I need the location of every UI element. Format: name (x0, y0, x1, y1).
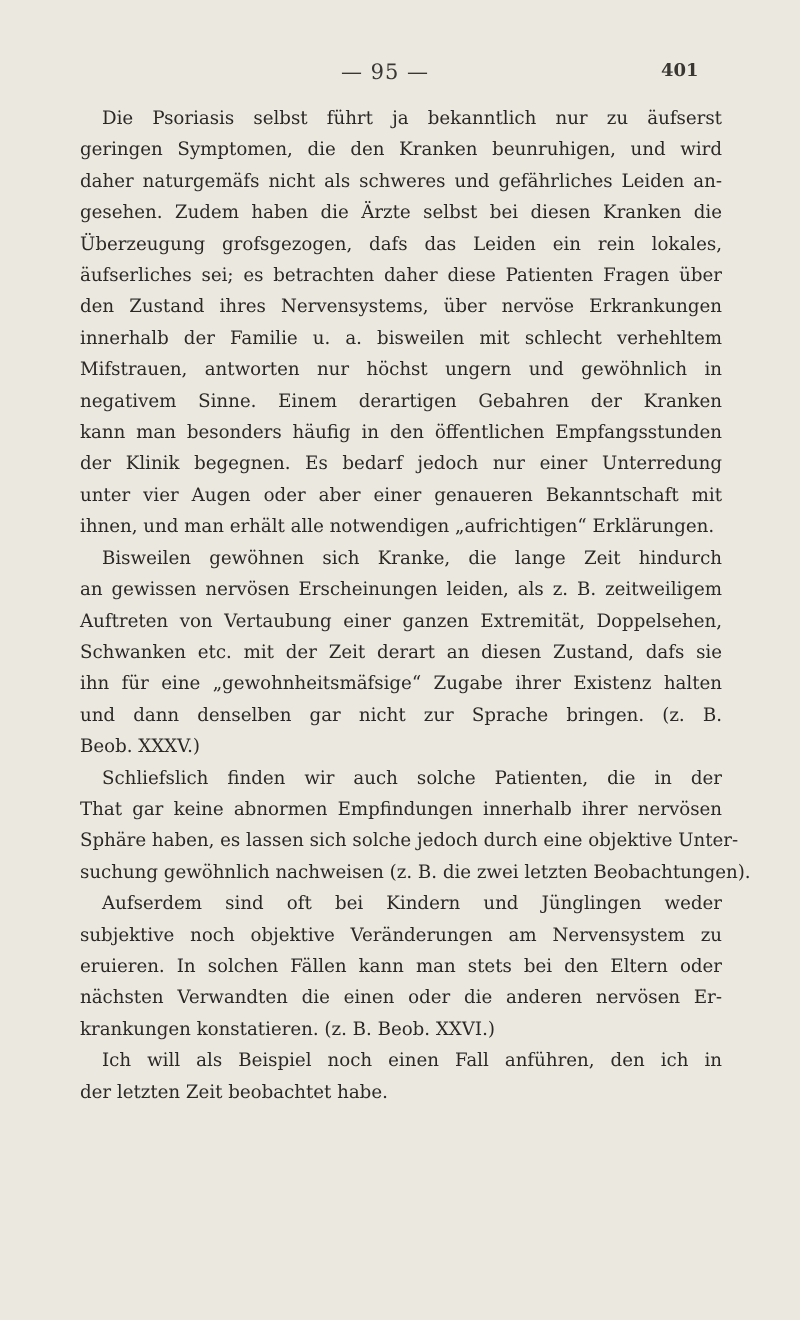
text-line: unter vier Augen oder aber einer genaueren Bekanntschaft mit (80, 484, 722, 506)
text-line: krankungen konstatieren. (z. B. Beob. XXVI.) (80, 1018, 495, 1040)
text-line: Schwanken etc. mit der Zeit derart an diesen Zustand, dafs sie (80, 641, 722, 663)
text-line: den Zustand ihres Nervensystems, über nervöse Erkrankungen (80, 296, 722, 318)
text-line: gesehen. Zudem haben die Ärzte selbst bei diesen Kranken die (80, 202, 722, 224)
text-line: geringen Symptomen, die den Kranken beunruhigen, und wird (80, 139, 722, 161)
text-line: eruieren. In solchen Fällen kann man stets bei den Eltern oder (80, 955, 722, 977)
text-line: Mifstrauen, antworten nur höchst ungern und gewöhnlich in (80, 359, 722, 381)
text-line: negativem Sinne. Einem derartigen Gebahren der Kranken (80, 390, 722, 412)
text-line: That gar keine abnormen Empfindungen innerhalb ihrer nervösen (80, 798, 722, 820)
text-line: ihnen, und man erhält alle notwendigen „aufrichtigen“ Erklärungen. (80, 516, 715, 538)
text-line: Aufserdem sind oft bei Kindern und Jünglingen weder (102, 893, 722, 915)
text-line: Die Psoriasis selbst führt ja bekanntlich nur zu äufserst (102, 108, 722, 129)
text-line: an gewissen nervösen Erscheinungen leiden, als z. B. zeitweiligem (80, 579, 722, 601)
text-line: nächsten Verwandten die einen oder die anderen nervösen Er- (80, 987, 722, 1009)
text-line: ihn für eine „gewohnheitsmäfsige“ Zugabe ihrer Existenz halten (80, 673, 722, 695)
archive-page-number: 401 (661, 60, 699, 81)
text-line: Überzeugung grofsgezogen, dafs das Leiden ein rein lokales, (80, 233, 722, 255)
text-line: Sphäre haben, es lassen sich solche jedoch durch eine objektive Unter- (80, 830, 739, 852)
text-line: äufserliches sei; es betrachten daher diese Patienten Fragen über (80, 265, 722, 287)
body-text (80, 103, 751, 1108)
text-line: Bisweilen gewöhnen sich Kranke, die lange Zeit hindurch (102, 547, 722, 569)
text-line: Beob. XXXV.) (80, 736, 200, 758)
text-line: Schliefslich finden wir auch solche Patienten, die in der (102, 767, 722, 789)
text-line: der Klinik begegnen. Es bedarf jedoch nur einer Unterredung (80, 453, 722, 475)
text-line: der letzten Zeit beobachtet habe. (80, 1081, 388, 1103)
text-line: Auftreten von Vertaubung einer ganzen Extremität, Doppelsehen, (80, 610, 722, 632)
text-line: innerhalb der Familie u. a. bisweilen mit schlecht verhehltem (80, 327, 722, 349)
text-line: und dann denselben gar nicht zur Sprache bringen. (z. B. (80, 704, 722, 726)
text-line: suchung gewöhnlich nachweisen (z. B. die zwei letzten Beobachtungen). (80, 861, 751, 883)
page-number: — 95 — (340, 60, 430, 84)
text-line: kann man besonders häufig in den öffentlichen Empfangsstunden (80, 422, 722, 444)
text-line: subjektive noch objektive Veränderungen am Nervensystem zu (80, 924, 722, 946)
text-line: daher naturgemäfs nicht als schweres und gefährliches Leiden an- (80, 170, 722, 192)
text-line: Ich will als Beispiel noch einen Fall anführen, den ich in (102, 1050, 722, 1072)
